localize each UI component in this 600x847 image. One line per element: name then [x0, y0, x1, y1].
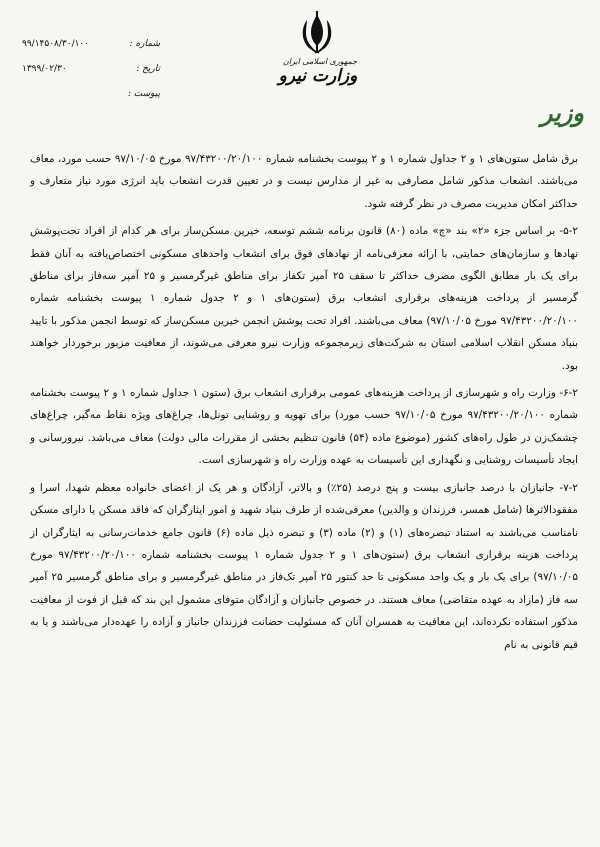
paragraph-number: ۶-۲- [559, 387, 578, 400]
paragraph [30, 220, 578, 377]
minister-title: وزیر [540, 98, 584, 127]
meta-attachment-row [22, 82, 160, 107]
meta-date-row [22, 57, 160, 82]
attachment-value [22, 82, 110, 107]
date-label: تاریخ : [136, 64, 160, 74]
paragraph [30, 477, 578, 656]
meta-number-row [22, 32, 160, 57]
letter-meta [22, 32, 160, 107]
paragraph-text: وزارت راه و شهرسازی از پرداخت هزینه‌های عمومی برقراری انشعاب برق (ستون ۱ جداول شماره ۱ و ۲ پیوست بخشنامه شماره ۹۷/۴۳۲۰۰/۲۰/۱۰۰ مورخ ۹۷/۱۰/۰۵ حسب مورد) برای تهویه و روشنایی تونل‌ها، چراغ‌های ویژه نقاط مه‌گیر، چراغ‌های چشمک‌زن در طول راه‌های کشور (موضوع ماده (۵۴) قانون تنظیم بخشی از مقررات مالی دولت) معاف می‌باشد. نیرورسانی و ایجاد تأسیسات روشنایی و نگهداری این تأسیسات به عهده وزارت راه و شهرسازی است. [30, 387, 578, 467]
attachment-label: پیوست : [127, 89, 160, 99]
paragraph-number: ۵-۲- [559, 225, 578, 238]
paragraph [30, 148, 578, 215]
iran-emblem-icon [292, 8, 342, 58]
republic-title: جمهوری اسلامی ایران [282, 57, 358, 66]
letter-date: ۱۳۹۹/۰۲/۳۰ [22, 64, 67, 74]
paragraph-number: ۷-۲- [559, 481, 578, 494]
paragraph [30, 382, 578, 472]
paragraph-text: جانبازان با درصد جانبازی بیست و پنج درصد (۲۵٪) و بالاتر، آزادگان و هر یک از اعضای خانواده معظم شهدا، اسرا و مفقودالاثرها (شامل همسر، فرزندان و والدین) معرفی‌شده از طرف بنیاد شهید و امور ایثارگران که فاقد مسکن یا دارای مسکن نامناسب می‌باشند به استناد تبصره‌های (۱) و (۲) ماده (۳) و تبصره ذیل ماده (۶) قانون جامع خدمات‌رسانی به ایثارگران از پرداخت هزینه برقراری انشعاب برق (ستون‌های ۱ و ۲ جدول شماره ۱ پیوست بخشنامه شماره ۹۷/۴۳۲۰۰/۲۰/۱۰۰ مورخ ۹۷/۱۰/۰۵) برای یک بار و یک واحد مسکونی تا حد کنتور ۲۵ آمپر تک‌فاز در مناطق غیرگرمسیر و برای مناطق گرمسیر ۲۵ آمپر سه فاز (مازاد به عهده متقاضی) معاف هستند. در خصوص جانبازان و آزادگان متوفای مشمول این بند که قبل از فوت از معافیت مذکور استفاده نکرده‌اند، این معافیت به همسران آنان که مسئولیت حضانت فرزندان جانباز و آزاده را عهده‌دار می‌باشند و یا به قیم قانونی به نام [30, 481, 579, 651]
letter-body [30, 148, 578, 661]
paragraph-text: بر اساس جزء «۲» بند «چ» ماده (۸۰) قانون برنامه ششم توسعه، خیرین مسکن‌ساز برای هر کدام از افراد تحت‌پوشش نهادها و سازمان‌های حمایتی، با ارائه معرفی‌نامه از نهادهای فوق برای انشعاب واحدهای مسکونی اختصاص‌یافته به آنان فقط برای یک بار مطابق الگوی مصرف حداکثر تا سقف ۲۵ آمپر تکفاز برای مناطق غیرگرمسیر و ۲۵ آمپر سه‌فاز برای مناطق گرمسیر از پرداخت هزینه‌های برقراری انشعاب برق (ستون‌های ۱ و ۲ جدول شماره ۱ پیوست بخشنامه شماره ۹۷/۴۳۲۰۰/۲۰/۱۰۰ مورخ ۹۷/۱۰/۰۵) معاف می‌باشند. افراد تحت پوشش انجمن خیرین مسکن‌ساز که توسط انجمن مذکور با تایید بنیاد مسکن انقلاب اسلامی استان به شرکت‌های زیرمجموعه وزارت نیرو معرفی می‌شوند، از معافیت مزبور برخوردار خواهند بود. [30, 225, 578, 372]
paragraph-text: برق شامل ستون‌های ۱ و ۲ جداول شماره ۱ و ۲ پیوست بخشنامه شماره ۹۷/۴۳۲۰۰/۲۰/۱۰۰ مورخ ۹۷/۱۰/۰۵ حسب مورد، معاف می‌باشند. انشعاب مذکور شامل مصارفی به غیر از مدارس نیست و در تعیین قدرت انشعاب باید انرژی مورد نیاز متعارف و حداکثر امکان مدیریت مصرف در نظر گرفته شود. [30, 153, 578, 210]
letter-number: ۹۹/۱۴۵۰۸/۳۰/۱۰۰ [22, 39, 90, 49]
number-label: شماره : [129, 39, 160, 49]
ministry-title: وزارت نیرو [278, 66, 358, 86]
